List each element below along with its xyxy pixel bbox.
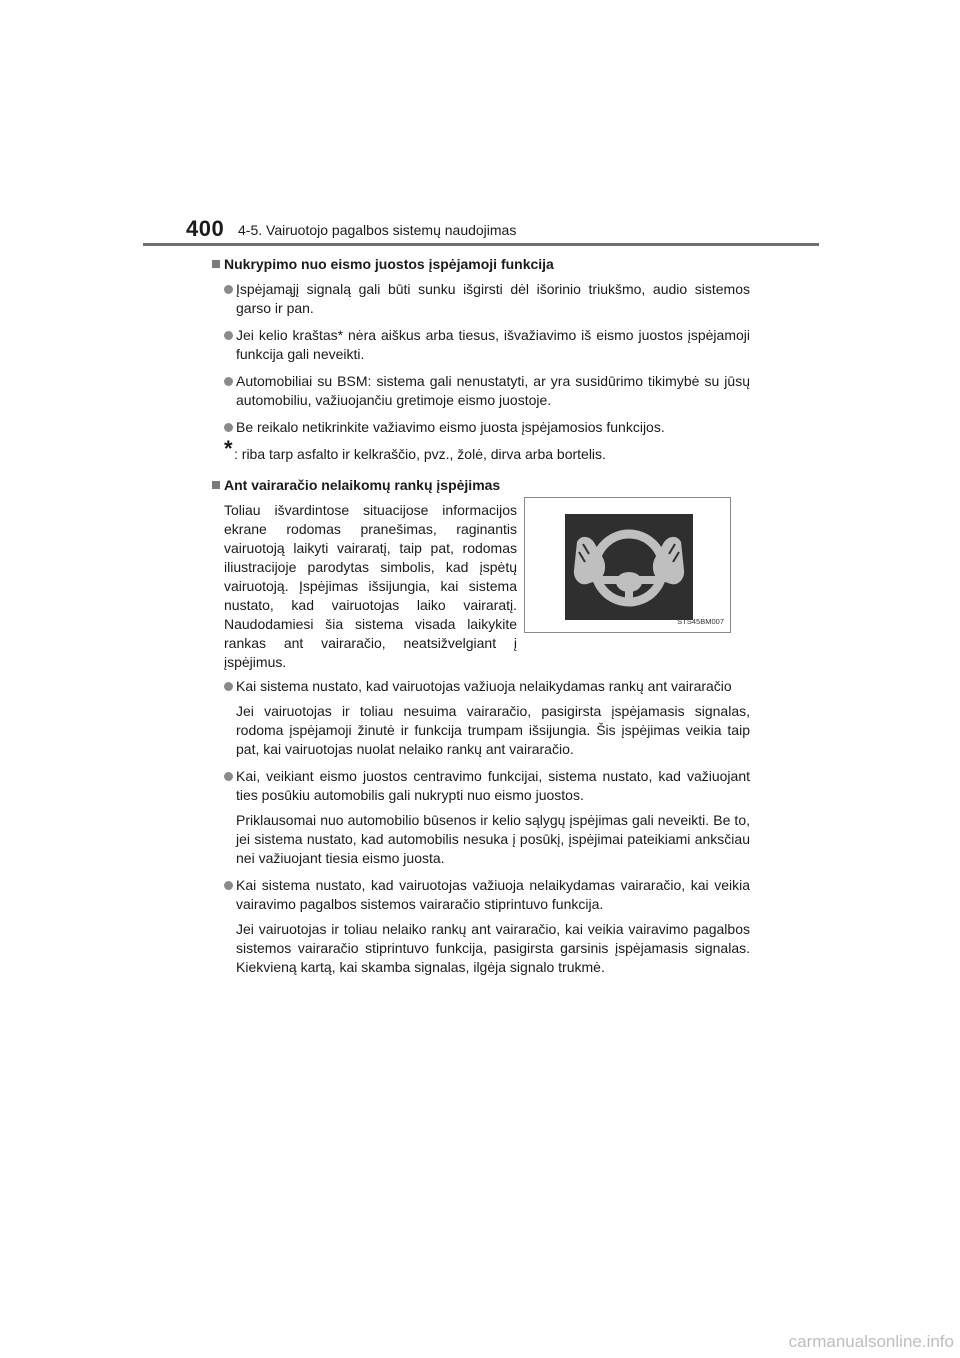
- running-head: 4-5. Vairuotojo pagalbos sistemų naudojimas: [238, 222, 517, 238]
- list-item: Be reikalo netikrinkite važiavimo eismo juosta įspėjamosios funkcijos.: [212, 418, 750, 437]
- header-rule: [143, 243, 819, 246]
- round-bullet-icon: [224, 331, 233, 340]
- round-bullet-icon: [224, 423, 233, 432]
- list-item: Automobiliai su BSM: sistema gali nenustatyti, ar yra susidūrimo tikimybė su jūsų automobiliu, važiuojančiu gretimoje eismo juostoje.: [212, 372, 750, 410]
- list-item: Kai sistema nustato, kad vairuotojas važiuoja nelaikydamas vairaračio, kai veikia vairavimo pagalbos sistemos vairaračio stiprintuvo funkcija.: [212, 876, 750, 914]
- page-number: 400: [186, 216, 225, 241]
- round-bullet-icon: [224, 881, 233, 890]
- list-item-detail: Jei vairuotojas ir toliau nesuima vairaračio, pasigirsta įspėjamasis signalas, rodoma įspėjamoji žinutė ir funkcija trumpam išsijungia. Šis įspėjimas veikia taip pat, kai vairuotojas nuolat nelaiko rankų ant vairaračio.: [236, 703, 750, 757]
- footnote: [212, 436, 750, 464]
- footnote-text: : riba tarp asfalto ir kelkraščio, pvz., žolė, dirva arba bortelis.: [234, 446, 606, 462]
- footnote-mark: *: [224, 436, 233, 461]
- list-item: Jei kelio kraštas* nėra aiškus arba tiesus, išvažiavimo iš eismo juostos įspėjamoji funkcija gali neveikti.: [212, 326, 750, 364]
- section-heading-lane-departure: Nukrypimo nuo eismo juostos įspėjamoji funkcija: [212, 255, 750, 274]
- list-item: Įspėjamąjį signalą gali būti sunku išgirsti dėl išorinio triukšmo, audio sistemos garso ir pan.: [212, 280, 750, 318]
- figure-code: STS45BM007: [677, 617, 724, 626]
- square-bullet-icon: [212, 260, 220, 268]
- round-bullet-icon: [224, 377, 233, 386]
- section-heading-hands-off: Ant vairaračio nelaikomų rankų įspėjimas: [212, 476, 750, 495]
- round-bullet-icon: [224, 772, 233, 781]
- list-item: Kai, veikiant eismo juostos centravimo funkcijai, sistema nustato, kad važiuojant ties posūkiu automobilis gali nukrypti nuo eismo juostos.: [212, 767, 750, 805]
- watermark: carmanualsonline.info: [788, 1332, 954, 1351]
- figure-illustration: [524, 497, 731, 633]
- list-item-detail: Priklausomai nuo automobilio būsenos ir kelio sąlygų įspėjimas gali neveikti. Be to, jei sistema nustato, kad automobilis nesuka į posūkį, įspėjimai pateikiami anksčiau nei važiuojant tiesia eismo juosta.: [236, 812, 750, 866]
- hands-on-wheel-warning-icon: [565, 514, 693, 620]
- page-content: [212, 255, 750, 985]
- intro-paragraph: Toliau išvardintose situacijose informacijos ekrane rodomas pranešimas, raginantis vairuotoją laikyti vairaratį, taip pat, rodomas iliustracijoje parodytas simbolis, kad įspėtų vairuotoją. Įspėjimas išsijungia, kai sistema nustato, kad vairuotojas laiko vairaratį. Naudodamiesi šia sistema visada laikykite rankas ant vairaračio, neatsižvelgiant į įspėjimus.: [224, 502, 517, 670]
- figure-row: [212, 501, 750, 670]
- round-bullet-icon: [224, 682, 233, 691]
- round-bullet-icon: [224, 285, 233, 294]
- square-bullet-icon: [212, 481, 220, 489]
- list-item: Kai sistema nustato, kad vairuotojas važiuoja nelaikydamas rankų ant vairaračio: [212, 677, 750, 696]
- list-item-detail: Jei vairuotojas ir toliau nelaiko rankų ant vairaračio, kai veikia vairavimo pagalbos sistemos vairaračio stiprintuvo funkcija, pasigirsta garsinis įspėjamasis signalas. Kiekvieną kartą, kai skamba signalas, ilgėja signalo trukmė.: [236, 921, 750, 975]
